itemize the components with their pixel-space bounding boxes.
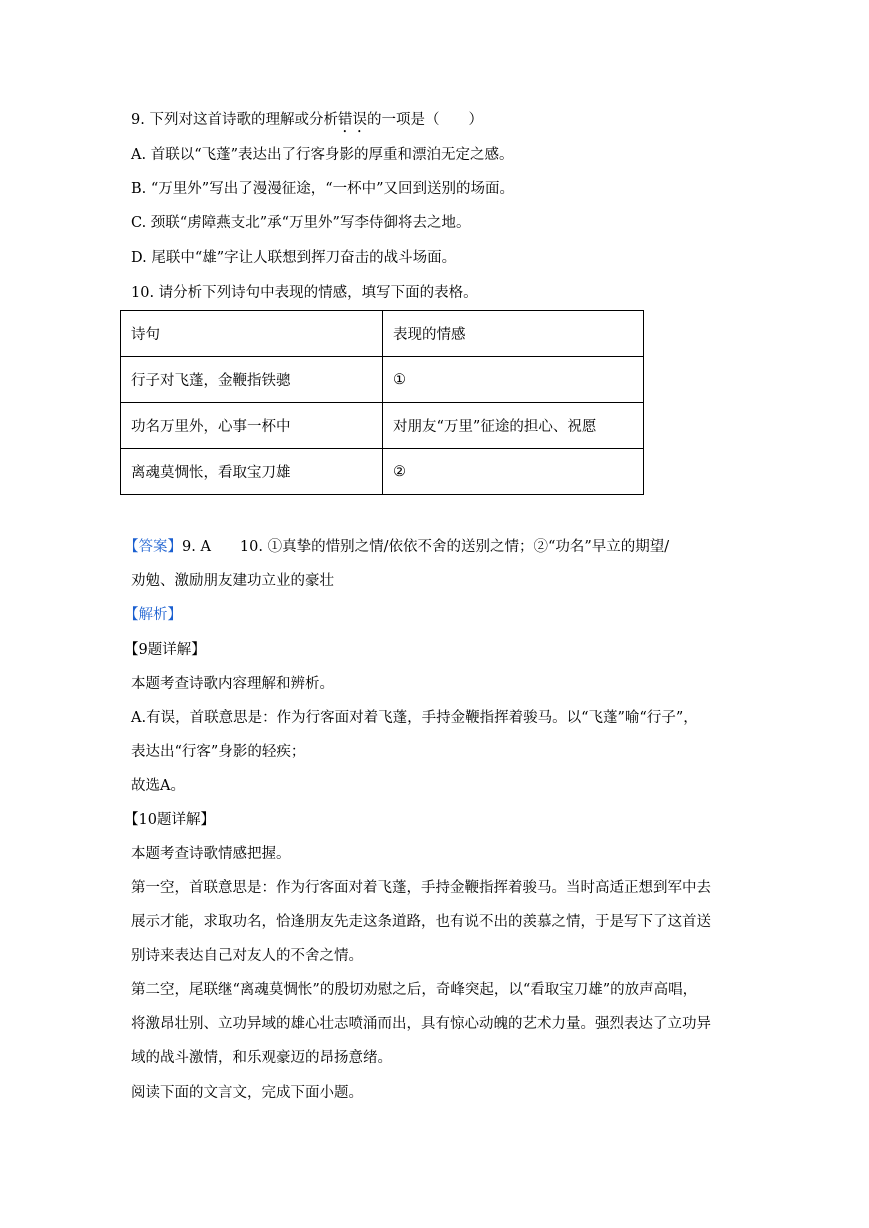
analysis-line: A.有误，首联意思是：作为行客面对着飞蓬，手持金鞭指挥着骏马。以“飞蓬”喻“行子”， <box>131 710 698 726</box>
answer-line-2: 劝勉、激励朋友建功立业的豪壮 <box>131 573 334 589</box>
emotion-table <box>120 310 644 495</box>
question-9-stem <box>131 110 751 136</box>
analysis-line: 表达出“行客”身影的轻疾； <box>131 744 306 760</box>
question-9-stem-part1: 9. 下列对这首诗歌的理解或分析 <box>131 112 338 128</box>
table-row <box>121 449 644 495</box>
table-cell: 离魂莫惆怅，看取宝刀雄 <box>121 449 383 495</box>
analysis-line: 本题考查诗歌情感把握。 <box>131 846 291 862</box>
option-c: C. 颈联“虏障燕支北”承“万里外”写李侍御将去之地。 <box>131 215 471 231</box>
table-cell: 对朋友“万里”征途的担心、祝愿 <box>383 403 644 449</box>
option-b: B. “万里外”写出了漫漫征途，“一杯中”又回到送别的场面。 <box>131 181 515 197</box>
question-10-stem: 10. 请分析下列诗句中表现的情感，填写下面的表格。 <box>131 285 478 301</box>
table-cell: ② <box>383 449 644 495</box>
analysis-line: 【9题详解】 <box>124 642 206 658</box>
analysis-line: 【10题详解】 <box>124 812 215 828</box>
analysis-line: 别诗来表达自己对友人的不舍之情。 <box>131 948 363 964</box>
table-row <box>121 357 644 403</box>
analysis-line: 域的战斗激情，和乐观豪迈的昂扬意绪。 <box>131 1050 392 1066</box>
table-cell: 行子对飞蓬，金鞭指铁骢 <box>121 357 383 403</box>
analysis-line: 本题考查诗歌内容理解和辨析。 <box>131 676 334 692</box>
table-header-row <box>121 311 644 357</box>
table-cell: 功名万里外，心事一杯中 <box>121 403 383 449</box>
question-9-stem-part2: 的一项是（ ） <box>366 112 483 128</box>
table-row <box>121 403 644 449</box>
analysis-line: 第二空，尾联继“离魂莫惆怅”的殷切劝慰之后，奇峰突起，以“看取宝刀雄”的放声高唱， <box>131 982 698 998</box>
analysis-line: 将激昂壮别、立功异域的雄心壮志喷涌而出，具有惊心动魄的艺术力量。强烈表达了立功异 <box>131 1016 711 1032</box>
analysis-line: 展示才能，求取功名，恰逢朋友先走这条道路，也有说不出的羡慕之情，于是写下了这首送 <box>131 914 711 930</box>
analysis-line: 第一空，首联意思是：作为行客面对着飞蓬，手持金鞭指挥着骏马。当时高适正想到军中去 <box>131 880 711 896</box>
analysis-line: 阅读下面的文言文，完成下面小题。 <box>131 1085 363 1101</box>
table-header-cell: 诗句 <box>121 311 383 357</box>
question-9-emphasis: 错误 <box>337 112 367 128</box>
answer-label: 【答案】 <box>124 539 182 555</box>
option-a: A. 首联以“飞蓬”表达出了行客身影的厚重和漂泊无定之感。 <box>131 147 514 163</box>
table-header-cell: 表现的情感 <box>383 311 644 357</box>
table-cell: ① <box>383 357 644 403</box>
analysis-line: 故选A。 <box>131 778 185 794</box>
option-d: D. 尾联中“雄”字让人联想到挥刀奋击的战斗场面。 <box>131 250 457 266</box>
answer-text: 9. A 10. ①真挚的惜别之情/依依不舍的送别之情；②“功名”早立的期望/ <box>182 539 670 555</box>
analysis-label: 【解析】 <box>124 607 182 623</box>
answer-line-1 <box>124 537 744 557</box>
